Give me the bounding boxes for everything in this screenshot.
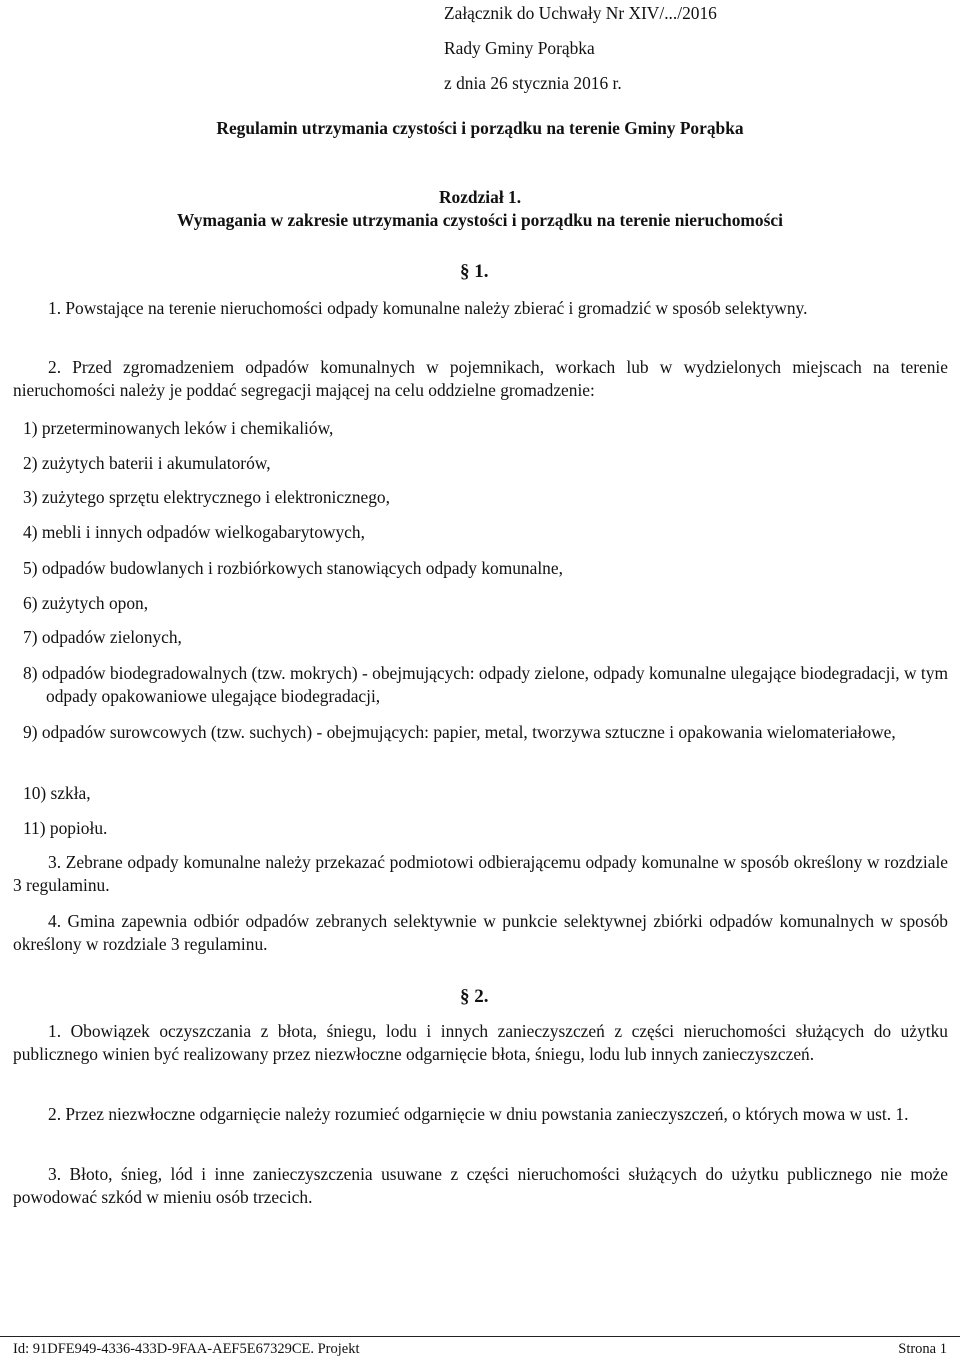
s2-paragraph-1: 1. Obowiązek oczyszczania z błota, śniegu, lodu i innych zanieczyszczeń z części nieruchomości służących do użytku publicznego winien być realizowany przez niezwłoczne odgarnięcie błota, śniegu, lodu lub innych zanieczyszczeń. bbox=[13, 1021, 948, 1064]
list-item: 2) zużytych baterii i akumulatorów, bbox=[23, 453, 271, 473]
s2-paragraph-2: 2. Przez niezwłoczne odgarnięcie należy rozumieć odgarnięcie w dniu powstania zanieczyszczeń, o których mowa w ust. 1. bbox=[48, 1104, 909, 1124]
s1-paragraph-1: 1. Powstające na terenie nieruchomości odpady komunalne należy zbierać i gromadzić w sposób selektywny. bbox=[48, 298, 808, 318]
header-line-3: z dnia 26 stycznia 2016 r. bbox=[444, 73, 622, 93]
list-item: 4) mebli i innych odpadów wielkogabarytowych, bbox=[23, 522, 365, 542]
page-number: Strona 1 bbox=[898, 1341, 947, 1357]
s1-paragraph-2: 2. Przed zgromadzeniem odpadów komunalnych w pojemnikach, workach lub w wydzielonych miejscach na terenie nieruchomości należy je poddać segregacji mającej na celu oddzielne gromadzenie: bbox=[13, 357, 948, 400]
list-item: 3) zużytego sprzętu elektrycznego i elektronicznego, bbox=[23, 487, 390, 507]
document-title: Regulamin utrzymania czystości i porządku na terenie Gminy Porąbka bbox=[216, 118, 744, 138]
list-item: 7) odpadów zielonych, bbox=[23, 627, 182, 647]
section-mark-1: § 1. bbox=[460, 261, 489, 282]
attachment-header bbox=[444, 0, 864, 105]
page-footer bbox=[0, 1336, 960, 1361]
list-item: 6) zużytych opon, bbox=[23, 593, 149, 613]
s1-paragraph-4: 4. Gmina zapewnia odbiór odpadów zebranych selektywnie w punkcie selektywnej zbiórki odpadów komunalnych w sposób określony w rozdziale 3 regulaminu. bbox=[13, 911, 948, 954]
list-item: 1) przeterminowanych leków i chemikaliów, bbox=[23, 418, 334, 438]
header-line-2: Rady Gminy Porąbka bbox=[444, 38, 595, 58]
section-mark-2: § 2. bbox=[460, 986, 489, 1007]
s2-paragraph-3: 3. Błoto, śnieg, lód i inne zanieczyszczenia usuwane z części nieruchomości służących do użytku publicznego nie może powodować szkód w mieniu osób trzecich. bbox=[13, 1164, 948, 1207]
list-item: 8) odpadów biodegradowalnych (tzw. mokrych) - obejmujących: odpady zielone, odpady komunalne ulegające biodegradacji, w tym odpady opakowaniowe ulegające biodegradacji, bbox=[23, 663, 948, 706]
list-item: 9) odpadów surowcowych (tzw. suchych) - obejmujących: papier, metal, tworzywa sztuczne i opakowania wielomateriałowe, bbox=[23, 722, 896, 742]
list-item: 11) popiołu. bbox=[23, 818, 108, 838]
s1-paragraph-3: 3. Zebrane odpady komunalne należy przekazać podmiotowi odbierającemu odpady komunalne w sposób określony w rozdziale 3 regulaminu. bbox=[13, 852, 948, 895]
list-item: 10) szkła, bbox=[23, 783, 91, 803]
chapter-number: Rozdział 1. bbox=[438, 187, 522, 207]
document-id: Id: 91DFE949-4336-433D-9FAA-AEF5E67329CE. Projekt bbox=[13, 1341, 360, 1357]
list-item: 5) odpadów budowlanych i rozbiórkowych stanowiących odpady komunalne, bbox=[23, 558, 563, 578]
header-line-1: Załącznik do Uchwały Nr XIV/.../2016 bbox=[444, 3, 717, 23]
chapter-title: Wymagania w zakresie utrzymania czystości i porządku na terenie nieruchomości bbox=[177, 210, 783, 230]
